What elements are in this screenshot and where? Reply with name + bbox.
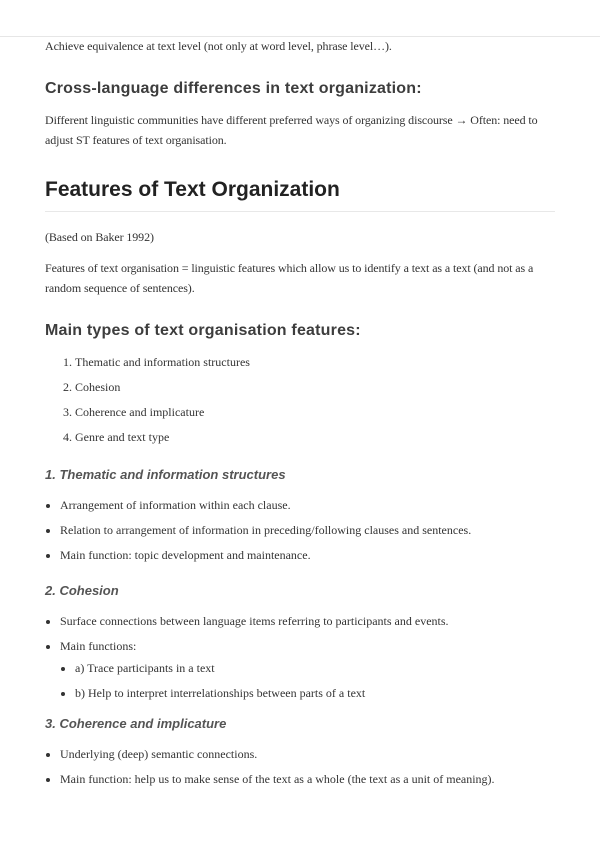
top-bar: [0, 0, 600, 37]
list-item: • Main function: topic development and maintenance.: [60, 545, 555, 565]
coherence-heading: 3. Coherence and implicature: [45, 716, 227, 731]
features-definition: Features of text organisation = linguistic features which allow us to identify a text as a text (and not as a random sequence of sentences).: [45, 261, 534, 295]
cohesion-list: [45, 611, 555, 703]
list-item: 1. Thematic and information structures: [75, 352, 555, 372]
cohesion-sublist: [60, 658, 555, 703]
thematic-heading: 1. Thematic and information structures: [45, 467, 286, 482]
list-item: • Surface connections between language items referring to participants and events.: [60, 611, 555, 631]
list-item: • a) Trace participants in a text: [75, 658, 555, 678]
intro-line: Achieve equivalence at text level (not only at word level, phrase level…).: [45, 39, 392, 53]
list-item: • Main function: help us to make sense of the text as a whole (the text as a unit of meaning).: [60, 769, 555, 789]
main-types-list: [45, 352, 555, 447]
features-source: (Based on Baker 1992): [45, 230, 154, 244]
cohesion-heading: 2. Cohesion: [45, 583, 119, 598]
coherence-list: [45, 744, 555, 789]
list-item-label: Main functions:: [60, 639, 137, 653]
list-item: • Relation to arrangement of information in preceding/following clauses and sentences.: [60, 520, 555, 540]
features-heading: Features of Text Organization: [45, 175, 555, 212]
list-item: • Underlying (deep) semantic connections.: [60, 744, 555, 764]
list-item: [60, 636, 555, 703]
list-item: 4. Genre and text type: [75, 427, 555, 447]
thematic-list: [45, 495, 555, 565]
cross-language-text: Different linguistic communities have different preferred ways of organizing discourse → Often: need to adjust ST features of text organisation.: [45, 113, 538, 147]
list-item: • b) Help to interpret interrelationships between parts of a text: [75, 683, 555, 703]
list-item: 2. Cohesion: [75, 377, 555, 397]
list-item: • Arrangement of information within each clause.: [60, 495, 555, 515]
document-body: [45, 36, 555, 794]
list-item: 3. Coherence and implicature: [75, 402, 555, 422]
cross-language-heading: Cross-language differences in text organization:: [45, 80, 422, 97]
main-types-heading: Main types of text organisation features:: [45, 322, 361, 339]
